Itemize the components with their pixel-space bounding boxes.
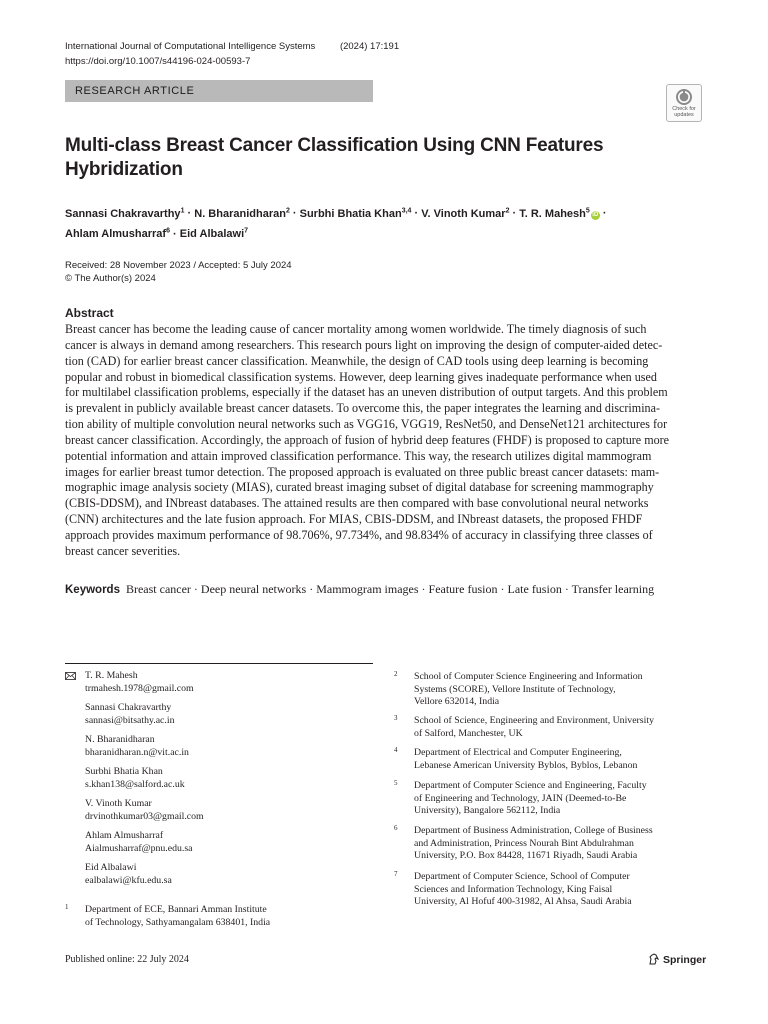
contact-name: Eid Albalawi (85, 862, 137, 873)
author-list: Sannasi Chakravarthy$^1$ · N. Bharanidharan$^2$ · Surbhi Bhatia Khan$^{3,4}$ · V. Vinoth Kumar$^2$ · T. R. Mahesh$^5$iD · Ahlam Almusharraf$^6$ · Eid Albalawi$^7$ (65, 207, 607, 241)
author[interactable]: N. Bharanidharan$^2$ (194, 207, 290, 220)
affiliation-number: 3 (394, 714, 398, 722)
abstract-line: breast cancer severities. (65, 543, 181, 558)
keywords (65, 582, 654, 597)
author[interactable]: Eid Albalawi$^7$ (179, 227, 249, 241)
affiliation-number: 4 (394, 746, 398, 754)
author[interactable]: Ahlam Almusharraf$^6$ (65, 227, 170, 241)
contact-entry (65, 670, 365, 695)
abstract-line: (CNN) architectures and the late fusion approach. For MIAS, CBIS-DDSM, and INbreast datasets, the proposed FHDF (65, 512, 643, 527)
abstract-line: mographic image analysis society (MIAS), curated breast imaging subset of digital database for screening mammography (65, 480, 654, 495)
affiliation-number: 6 (394, 824, 398, 832)
affiliation-number: 2 (394, 670, 398, 678)
check-for-updates-badge[interactable] (666, 84, 702, 122)
check-updates-line2: updates (674, 112, 694, 118)
contact-email[interactable]: Aialmusharraf@pnu.edu.sa (85, 842, 193, 854)
affiliation-2 (394, 671, 694, 709)
contact-name: Ahlam Almusharraf (85, 830, 164, 841)
paper-title: Multi-class Breast Cancer Classification Using CNN Features Hybridization (65, 135, 604, 180)
copyright: © The Author(s) 2024 (65, 273, 156, 284)
contact-email[interactable]: ealbalawi@kfu.edu.sa (85, 874, 172, 886)
springer-logo[interactable] (648, 953, 706, 966)
abstract-line: for multilabel classification problems, especially if the dataset has an uneven distribution of output targets. And this problem (65, 385, 668, 400)
affiliation-5 (394, 780, 694, 818)
contact-list (65, 670, 365, 894)
footnote-divider (65, 663, 373, 664)
affiliation-text: Department of Business Administration, College of Business and Administration, Princess Nourah Bint Abdulrahman University, P.O. Box 84428, 11671 Riyadh, Saudi Arabia (414, 825, 653, 861)
keywords-text: Breast cancer · Deep neural networks · Mammogram images · Feature fusion · Late fusion · Transfer learning (125, 582, 655, 596)
contact-email[interactable]: bharanidharan.n@vit.ac.in (85, 746, 189, 758)
affiliation-text: Department of Computer Science, School of Computer Sciences and Information Technology, King Faisal University, Al Hofuf 400-31982, Al Ahsa, Saudi Arabia (414, 871, 632, 907)
contact-email[interactable]: s.khan138@salford.ac.uk (85, 778, 185, 790)
contact-name: T. R. Mahesh (85, 670, 138, 681)
keywords-label: Keywords (65, 584, 120, 596)
contact-name: V. Vinoth Kumar (85, 798, 152, 809)
abstract-heading: Abstract (65, 306, 114, 320)
contact-name: N. Bharanidharan (85, 734, 155, 745)
abstract-body (65, 322, 703, 560)
contact-entry (65, 702, 365, 727)
contact-entry (65, 766, 365, 791)
affiliation-4 (394, 747, 694, 773)
journal-name: International Journal of Computational Intelligence Systems (65, 41, 316, 52)
received-accepted: Received: 28 November 2023 / Accepted: 5 July 2024 (65, 260, 292, 271)
contact-email[interactable]: trmahesh.1978@gmail.com (85, 682, 194, 694)
affiliation-text: Department of ECE, Bannari Amman Institute of Technology, Sathyamangalam 638401, India (85, 904, 271, 928)
envelope-icon (65, 672, 76, 680)
springer-horse-icon (648, 953, 660, 965)
abstract-line: (CBIS-DDSM), and INbreast databases. The attained results are then compared with base convolutional neural networks (65, 496, 649, 511)
abstract-line: breast cancer classification. Accordingly, the approach of fusion of hybrid deep features (FHDF) is proposed to capture more (65, 432, 670, 447)
abstract-line: popular and robust in biomedical classification systems. However, deep learning gives inadequate performance when used (65, 369, 657, 384)
article-type-banner: RESEARCH ARTICLE (65, 80, 373, 102)
abstract-line: tion (CAD) for earlier breast cancer classification. Meanwhile, the design of CAD tools using deep learning is becoming (65, 353, 649, 368)
contact-entry (65, 830, 365, 855)
author[interactable]: V. Vinoth Kumar$^2$ (421, 207, 510, 220)
affiliation-text: School of Computer Science Engineering and Information Systems (SCORE), Vellore Institute of Technology, Vellore 632014, India (414, 671, 643, 707)
affiliation-1 (65, 904, 365, 930)
citation: (2024) 17:191 (339, 41, 400, 52)
affiliation-number: 5 (394, 779, 398, 787)
affiliation-number: 7 (394, 870, 398, 878)
affiliation-text: Department of Computer Science and Engineering, Faculty of Engineering and Technology, JAIN (Deemed-to-Be University), Bangalore 562112, India (414, 780, 647, 816)
dates-block (65, 259, 292, 285)
orcid-icon[interactable]: iD (592, 211, 599, 218)
publisher-name: Springer (663, 954, 707, 966)
affiliation-6 (394, 825, 694, 863)
contact-entry (65, 862, 365, 887)
author[interactable]: T. R. Mahesh$^5$ (519, 207, 590, 220)
affiliation-text: Department of Electrical and Computer Engineering, Lebanese American University Byblos, Byblos, Lebanon (414, 747, 638, 771)
abstract-line: potential information and attain improved classification performance. This way, the research utilizes digital mammogram (65, 448, 652, 463)
check-updates-line1: Check for (672, 106, 696, 112)
contact-name: Sannasi Chakravarthy (85, 702, 172, 713)
journal-header (65, 41, 421, 52)
affiliation-text: School of Science, Engineering and Environment, University of Salford, Manchester, UK (414, 715, 654, 739)
affiliation-7 (394, 871, 694, 909)
affiliation-3 (394, 715, 694, 741)
abstract-line: is prevalent in publicly available breast cancer datasets. To overcome this, the paper integrates the learning and discrimina- (65, 401, 660, 416)
abstract-line: approach provides maximum performance of 98.706%, 97.734%, and 98.834% of accuracy in classifying three classes of (65, 527, 653, 542)
contact-name: Surbhi Bhatia Khan (85, 766, 163, 777)
affiliation-number: 1 (65, 903, 69, 911)
published-online: Published online: 22 July 2024 (65, 954, 189, 965)
contact-email[interactable]: drvinothkumar03@gmail.com (85, 810, 204, 822)
abstract-line: images for earlier breast tumor detection. The proposed approach is evaluated on three public breast cancer datasets: mam- (65, 464, 660, 479)
contact-entry (65, 734, 365, 759)
abstract-line: cancer is always in demand among researchers. This research pours light on improving the design of computer-aided detec- (65, 337, 663, 352)
check-updates-icon (675, 88, 693, 106)
doi-link[interactable]: https://doi.org/10.1007/s44196-024-00593-7 (65, 56, 251, 67)
contact-email[interactable]: sannasi@bitsathy.ac.in (85, 714, 175, 726)
author[interactable]: Surbhi Bhatia Khan$^{3,4}$ (299, 207, 412, 220)
contact-entry (65, 798, 365, 823)
abstract-line: tion ability of multiple convolution neural networks such as VGG16, VGG19, ResNet50, and DenseNet121 architectures for (65, 417, 668, 432)
abstract-line: Breast cancer has become the leading cause of cancer mortality among women worldwide. The timely diagnosis of such (65, 322, 647, 336)
author[interactable]: Sannasi Chakravarthy$^1$ (65, 207, 185, 220)
